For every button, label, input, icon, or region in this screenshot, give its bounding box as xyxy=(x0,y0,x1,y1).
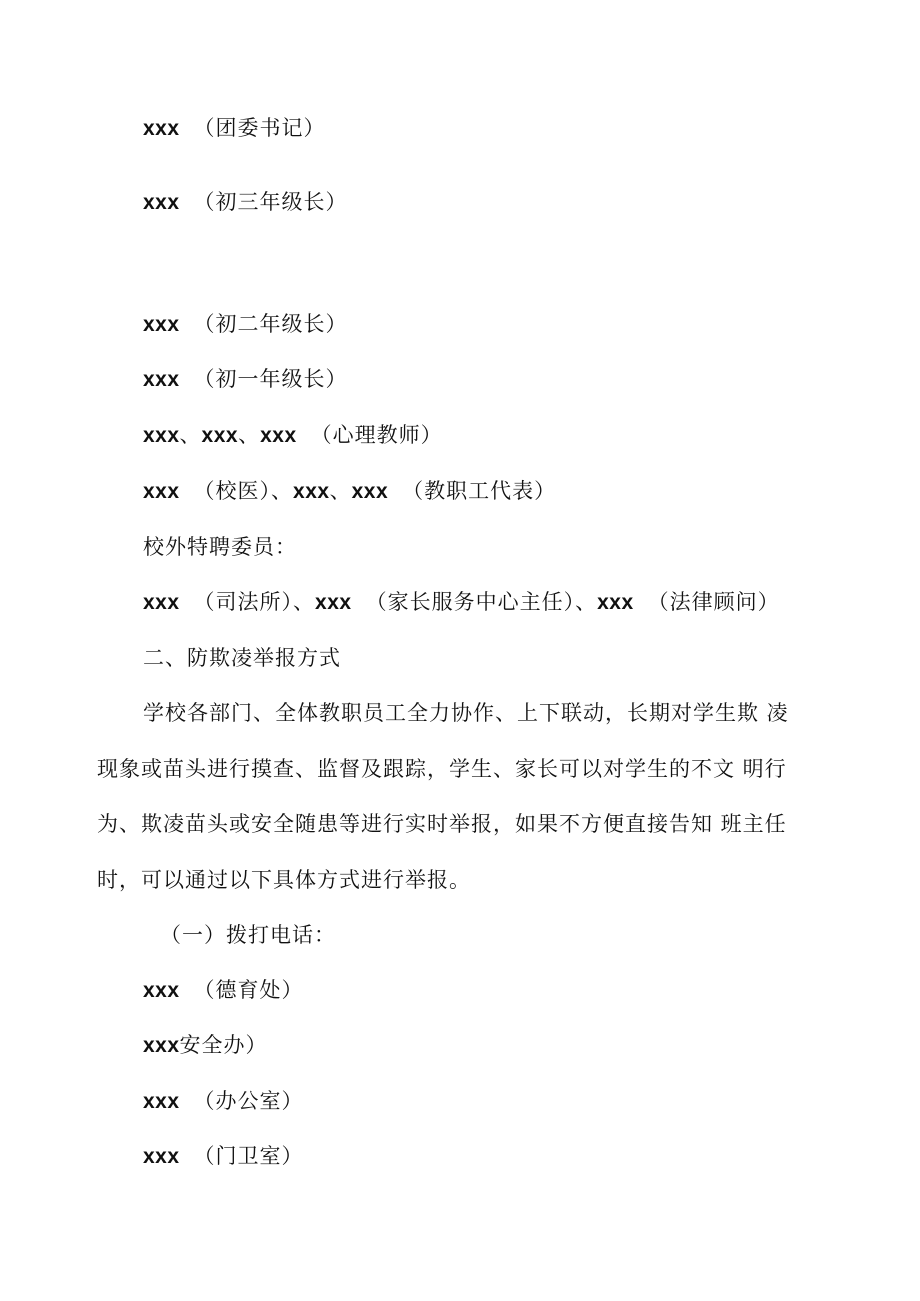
paragraph-line: 现象或苗头进行摸查、监督及跟踪，学生、家长可以对学生的不文 明行 xyxy=(97,757,787,781)
member-name: xxx xyxy=(143,313,180,336)
member-line xyxy=(143,188,348,217)
separator: 、 xyxy=(179,423,202,447)
member-name: xxx xyxy=(260,424,297,447)
separator: 、 xyxy=(329,479,352,503)
member-role: （法律顾问） xyxy=(647,590,780,614)
member-role: （校医） xyxy=(193,479,272,503)
separator: 、 xyxy=(271,479,294,503)
section-title: 二、防欺凌举报方式 xyxy=(143,646,341,670)
member-role: （初一年级长） xyxy=(193,367,348,391)
phone-label: （办公室） xyxy=(193,1089,304,1113)
phone-number: xxx xyxy=(143,1145,180,1168)
doctor-line xyxy=(143,477,556,506)
external-line xyxy=(143,588,780,617)
phone-number: xxx xyxy=(143,1034,180,1057)
phone-line xyxy=(143,1031,268,1060)
phone-number: xxx xyxy=(143,979,180,1002)
member-name: xxx xyxy=(143,480,180,503)
phone-line xyxy=(143,1087,304,1116)
member-role: （团委书记） xyxy=(193,116,326,140)
paragraph-line: 时，可以通过以下具体方式进行举报。 xyxy=(97,868,471,892)
subsection-title: （一）拨打电话： xyxy=(160,923,336,947)
separator: 、 xyxy=(293,590,316,614)
member-name: xxx xyxy=(143,424,180,447)
member-name: xxx xyxy=(143,591,180,614)
phone-number: xxx xyxy=(143,1090,180,1113)
psych-line xyxy=(143,421,443,450)
member-role: （司法所） xyxy=(193,590,294,614)
member-role: （初二年级长） xyxy=(193,312,348,336)
paragraph-line: 为、欺凌苗头或安全随患等进行实时举报，如果不方便直接告知 班主任 xyxy=(97,812,787,836)
member-name: xxx xyxy=(597,591,634,614)
separator: 、 xyxy=(238,423,261,447)
member-name: xxx xyxy=(315,591,352,614)
separator: 、 xyxy=(575,590,598,614)
member-role: （心理教师） xyxy=(310,423,443,447)
phone-line xyxy=(143,1142,304,1171)
member-line xyxy=(143,114,326,143)
member-name: xxx xyxy=(143,117,180,140)
member-role: （教职工代表） xyxy=(402,479,557,503)
member-name: xxx xyxy=(143,368,180,391)
phone-label: （德育处） xyxy=(193,978,304,1002)
member-line xyxy=(143,310,348,339)
paragraph-line: 学校各部门、全体教职员工全力协作、上下联动，长期对学生欺 凌 xyxy=(143,701,789,725)
member-name: xxx xyxy=(351,480,389,503)
external-label: 校外特聘委员： xyxy=(143,535,297,559)
phone-label: 安全办） xyxy=(179,1033,268,1057)
member-line xyxy=(143,365,348,394)
member-name: xxx xyxy=(201,424,239,447)
member-name: xxx xyxy=(143,191,180,214)
member-role: （家长服务中心主任） xyxy=(365,590,576,614)
phone-line xyxy=(143,976,304,1005)
member-role: （初三年级长） xyxy=(193,190,348,214)
phone-label: （门卫室） xyxy=(193,1144,304,1168)
member-name: xxx xyxy=(293,480,330,503)
